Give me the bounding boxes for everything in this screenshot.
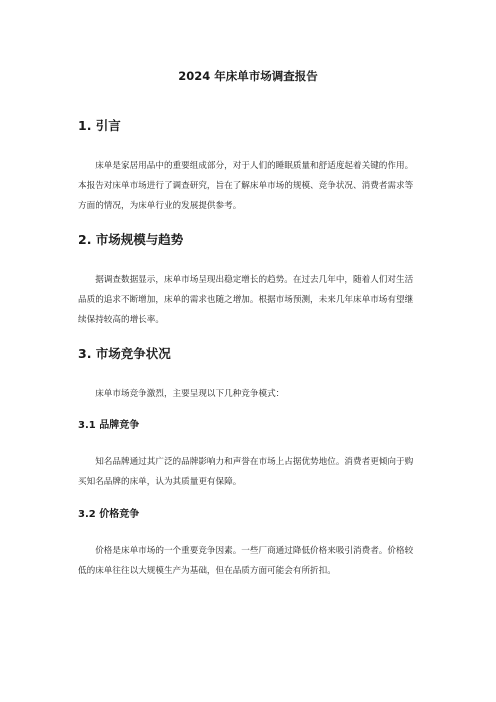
section-paragraph-intro: 床单是家居用品中的重要组成部分，对于人们的睡眠质量和舒适度起着关键的作用。本报告对床单市场进行了调查研究，旨在了解床单市场的规模、竞争状况、消费者需求等方面的情况，为床单行业的发展提供参考。 [78, 161, 414, 211]
subsection-paragraph-price: 价格是床单市场的一个重要竞争因素。一些厂商通过降低价格来吸引消费者。价格较低的床单往往以大规模生产为基础，但在品质方面可能会有所折扣。 [78, 546, 414, 576]
subsection-heading-brand: 3.1 品牌竞争 [78, 420, 140, 431]
section-paragraph-market-size: 据调查数据显示，床单市场呈现出稳定增长的趋势。在过去几年中，随着人们对生活品质的追求不断增加，床单的需求也随之增加。根据市场预测，未来几年床单市场有望继续保持较高的增长率。 [78, 275, 414, 325]
section-heading-intro: 1. 引言 [78, 118, 121, 133]
section-heading-market-size: 2. 市场规模与趋势 [78, 232, 184, 247]
subsection-heading-price: 3.2 价格竞争 [78, 509, 140, 520]
document-title: 2024 年床单市场调查报告 [178, 69, 318, 83]
section-heading-competition: 3. 市场竞争状况 [78, 346, 171, 361]
section-paragraph-competition: 床单市场竞争激烈，主要呈现以下几种竞争模式： [95, 389, 285, 399]
subsection-paragraph-brand: 知名品牌通过其广泛的品牌影响力和声誉在市场上占据优势地位。消费者更倾向于购买知名品牌的床单，认为其质量更有保障。 [78, 457, 414, 487]
